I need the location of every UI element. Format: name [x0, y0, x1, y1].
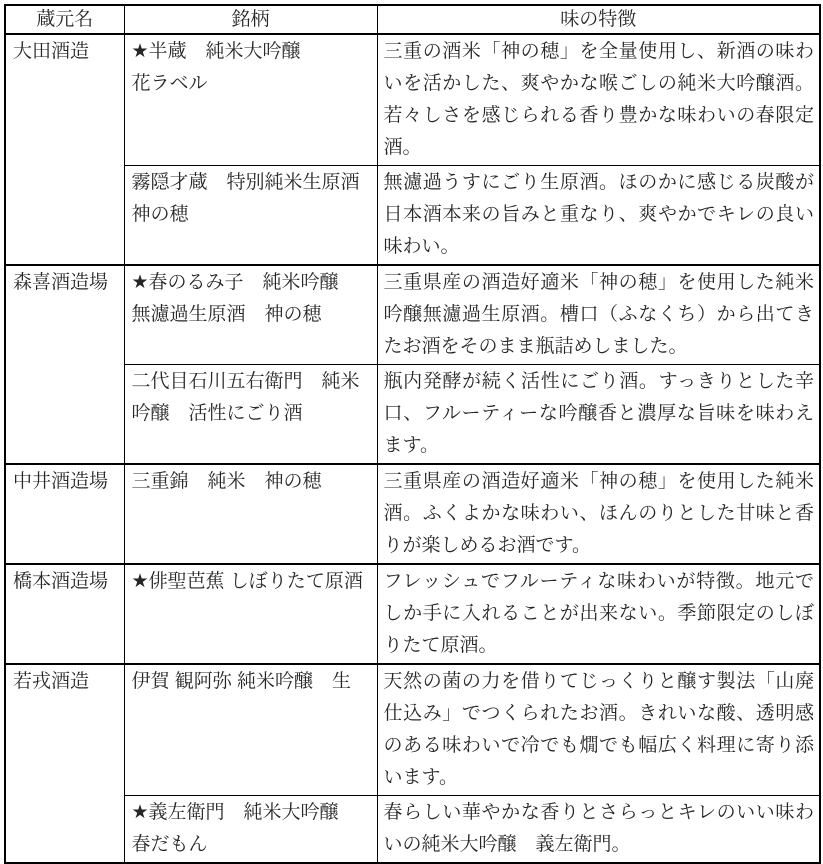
brand-name-cell [124, 796, 377, 864]
brewery-name-cell: 大田酒造 [5, 34, 124, 265]
table-row [5, 166, 820, 266]
brand-line: 無濾過生原酒 神の穂 [131, 304, 322, 325]
brewery-name-cell: 若戎酒造 [5, 664, 124, 863]
brand-line: 伊賀 観阿弥 純米吟醸 生 [131, 671, 352, 692]
taste-description-cell: 三重県産の酒造好適米「神の穂」を使用した純米吟醸無濾過生原酒。槽口（ふなくち）から出てきたお酒をそのまま瓶詰めしました。 [377, 265, 820, 365]
taste-description-cell: 瓶内発酵が続く活性にごり酒。すっきりとした辛口、フルーティーな吟醸香と濃厚な旨味を味わえます。 [377, 365, 820, 465]
table-row [5, 265, 820, 365]
table-row [5, 464, 820, 564]
brand-line: 二代目石川五右衛門 純米 [131, 371, 360, 392]
brewery-name-cell: 中井酒造場 [5, 464, 124, 564]
brand-line: 三重錦 純米 神の穂 [131, 471, 322, 492]
brand-name-cell [124, 34, 377, 166]
table-row [5, 664, 820, 796]
brand-line: 吟醸 活性にごり酒 [131, 403, 303, 424]
brand-line: 霧隠才蔵 特別純米生原酒 [131, 172, 360, 193]
taste-description-cell: 無濾過うすにごり生原酒。ほのかに感じる炭酸が日本酒本来の旨みと重なり、爽やかでキレの良い味わい。 [377, 166, 820, 266]
taste-description-cell: 三重の酒米「神の穂」を全量使用し、新酒の味わいを活かした、爽やかな喉ごしの純米大吟醸酒。若々しさを感じられる香り豊かな味わいの春限定酒。 [377, 34, 820, 166]
table-header [5, 5, 820, 34]
brand-name-cell [124, 664, 377, 796]
brand-line: 花ラベル [131, 73, 208, 94]
brand-name-cell [124, 166, 377, 266]
header-taste-features: 味の特徴 [377, 5, 820, 34]
brand-line: ★義左衛門 純米大吟醸 [131, 802, 339, 823]
header-brand: 銘柄 [124, 5, 377, 34]
brand-name-cell [124, 265, 377, 365]
sake-brand-table [4, 4, 821, 864]
brand-name-cell [124, 365, 377, 465]
brand-line: ★春のるみ子 純米吟醸 [131, 272, 339, 293]
brewery-name-cell: 橋本酒造場 [5, 564, 124, 664]
header-brewery-name: 蔵元名 [5, 5, 124, 34]
table-row [5, 564, 820, 664]
brand-name-cell [124, 464, 377, 564]
brand-line: 神の穂 [131, 204, 189, 225]
taste-description-cell: 三重県産の酒造好適米「神の穂」を使用した純米酒。ふくよかな味わい、ほんのりとした甘味と香りが楽しめるお酒です。 [377, 464, 820, 564]
taste-description-cell: フレッシュでフルーティな味わいが特徴。地元でしか手に入れることが出来ない。季節限定のしぼりたて原酒。 [377, 564, 820, 664]
brand-line: 春だもん [131, 834, 208, 855]
brewery-name-cell: 森喜酒造場 [5, 265, 124, 464]
taste-description-cell: 天然の菌の力を借りてじっくりと醸す製法「山廃仕込み」でつくられたお酒。きれいな酸、透明感のある味わいで冷でも燗でも幅広く料理に寄り添います。 [377, 664, 820, 796]
taste-description-cell: 春らしい華やかな香りとさらっとキレのいい味わいの純米大吟醸 義左衛門。 [377, 796, 820, 864]
table-row [5, 34, 820, 166]
brand-name-cell [124, 564, 377, 664]
table-row [5, 796, 820, 864]
header-row [5, 5, 820, 34]
table-row [5, 365, 820, 465]
table-body [5, 34, 820, 863]
brand-line: ★半蔵 純米大吟醸 [131, 41, 301, 62]
brand-line: ★俳聖芭蕉 しぼりたて原酒 [131, 571, 363, 592]
